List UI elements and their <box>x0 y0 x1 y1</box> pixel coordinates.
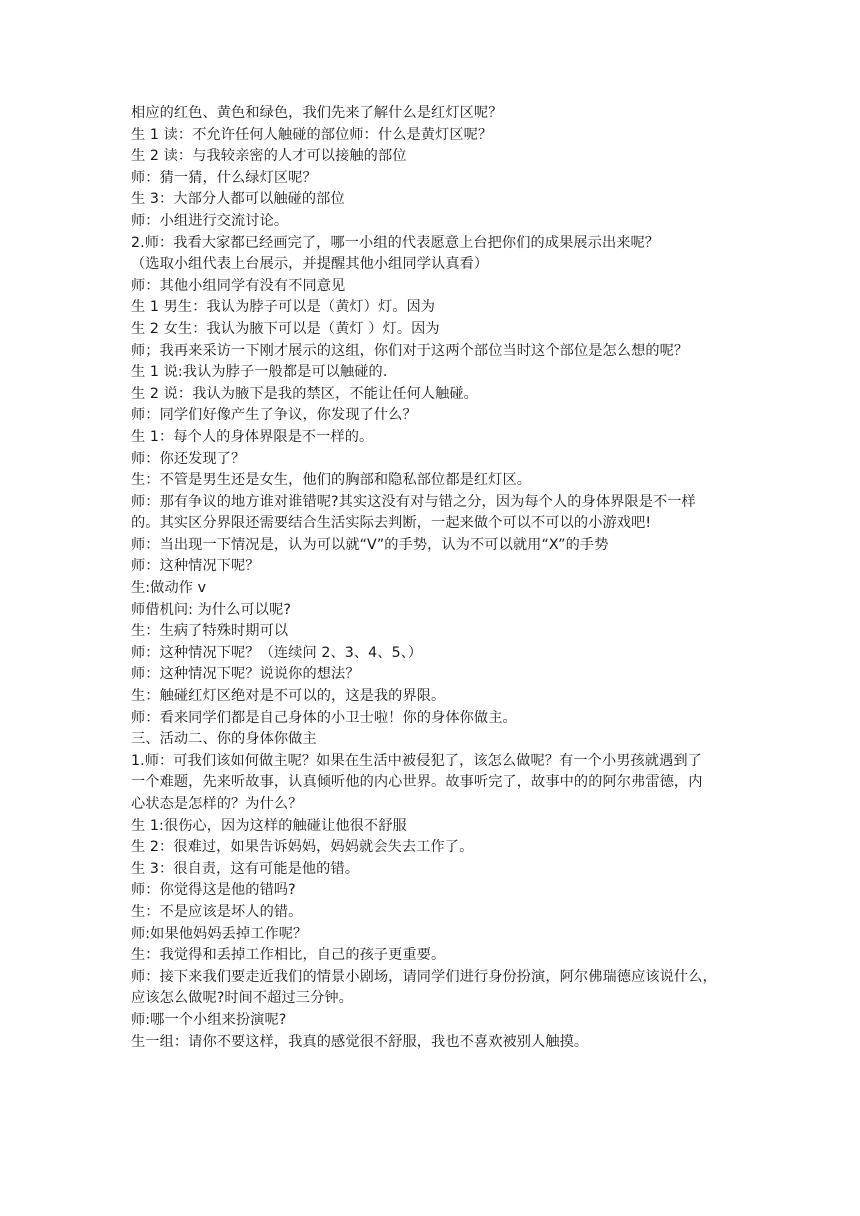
text-line: 1.师：可我们该如何做主呢？如果在生活中被侵犯了，该怎么做呢？有一个小男孩就遇到了 <box>131 752 702 769</box>
text-line: 师：这种情况下呢？ <box>131 558 260 575</box>
text-line: 师：接下来我们要走近我们的情景小剧场，请同学们进行身份扮演，阿尔佛瑞德应该说什么， <box>131 968 717 985</box>
text-line: 师：小组进行交流讨论。 <box>131 212 289 229</box>
text-line: （选取小组代表上台展示，并提醒其他小组同学认真看） <box>131 256 489 273</box>
text-line: 师：这种情况下呢？（连续问 2、3、4、5、） <box>131 644 423 661</box>
text-line: 生：生病了特殊时期可以 <box>131 623 289 640</box>
text-line: 的。其实区分界限还需要结合生活实际去判断，一起来做个可以不可以的小游戏吧! <box>131 515 652 532</box>
text-line: 应该怎么做呢?时间不超过三分钟。 <box>131 990 353 1007</box>
text-line: 生:做动作 v <box>131 580 207 597</box>
text-line: 生 3：很自责，这有可能是他的错。 <box>131 860 360 877</box>
text-line: 师:哪一个小组来扮演呢? <box>131 1011 287 1028</box>
text-line: 师：这种情况下呢？说说你的想法？ <box>131 666 360 683</box>
text-line: 相应的红色、黄色和绿色，我们先来了解什么是红灯区呢？ <box>131 105 503 121</box>
text-line: 师：同学们好像产生了争议，你发现了什么？ <box>131 407 417 424</box>
document-body <box>131 103 741 1053</box>
text-line: 生 1 男生：我认为脖子可以是（黄灯）灯。因为 <box>131 299 436 316</box>
text-line: 师：你还发现了？ <box>131 450 246 467</box>
text-line: 生一组：请你不要这样，我真的感觉很不舒服，我也不喜欢被别人触摸。 <box>131 1033 589 1050</box>
text-line: 师：看来同学们都是自己身体的小卫士啦！你的身体你做主。 <box>131 709 517 726</box>
text-line: 师：猜一猜，什么绿灯区呢？ <box>131 169 317 186</box>
text-line: 师：当出现一下情况是，认为可以就“V”的手势，认为不可以就用“X”的手势 <box>131 536 609 553</box>
text-line: 生：我觉得和丢掉工作相比，自己的孩子更重要。 <box>131 947 446 964</box>
text-line: 师:如果他妈妈丢掉工作呢？ <box>131 925 308 942</box>
text-line: 一个难题，先来听故事，认真倾听他的内心世界。故事听完了，故事中的的阿尔弗雷德，内 <box>131 774 703 791</box>
text-line: 生 1:很伤心，因为这样的触碰让他很不舒服 <box>131 817 407 834</box>
text-line: 生 1 说:我认为脖子一般都是可以触碰的. <box>131 364 388 381</box>
text-line: 生 1：每个人的身体界限是不一样的。 <box>131 428 374 445</box>
text-line: 生 2 读：与我较亲密的人才可以接触的部位 <box>131 148 407 165</box>
text-line: 生 2：很难过，如果告诉妈妈，妈妈就会失去工作了。 <box>131 839 474 856</box>
text-line: 师借机问: 为什么可以呢? <box>131 601 291 618</box>
text-line: 师：那有争议的地方谁对谁错呢?其实这没有对与错之分，因为每个人的身体界限是不一样 <box>131 493 696 510</box>
text-line: 生 3：大部分人都可以触碰的部位 <box>131 191 345 208</box>
text-line: 生 1 读：不允许任何人触碰的部位师：什么是黄灯区呢？ <box>131 126 493 143</box>
text-line: 2.师：我看大家都已经画完了，哪一小组的代表愿意上台把你们的成果展示出来呢？ <box>131 234 660 251</box>
text-line: 生：不管是男生还是女生，他们的胸部和隐私部位都是红灯区。 <box>131 472 532 489</box>
text-line: 师：你觉得这是他的错吗? <box>131 882 296 899</box>
text-line: 生：不是应该是坏人的错。 <box>131 903 303 920</box>
text-line: 生 2 女生：我认为腋下可以是（黄灯 ）灯。因为 <box>131 320 440 337</box>
text-line: 三、活动二、你的身体你做主 <box>131 731 317 748</box>
text-line: 师；我再来采访一下刚才展示的这组，你们对于这两个部位当时这个部位是怎么想的呢？ <box>131 342 689 359</box>
text-line: 心状态是怎样的？为什么？ <box>131 796 303 812</box>
text-line: 师：其他小组同学有没有不同意见 <box>131 277 346 294</box>
text-line: 生：触碰红灯区绝对是不可以的，这是我的界限。 <box>131 688 446 705</box>
text-line: 生 2 说：我认为腋下是我的禁区，不能让任何人触碰。 <box>131 385 478 402</box>
